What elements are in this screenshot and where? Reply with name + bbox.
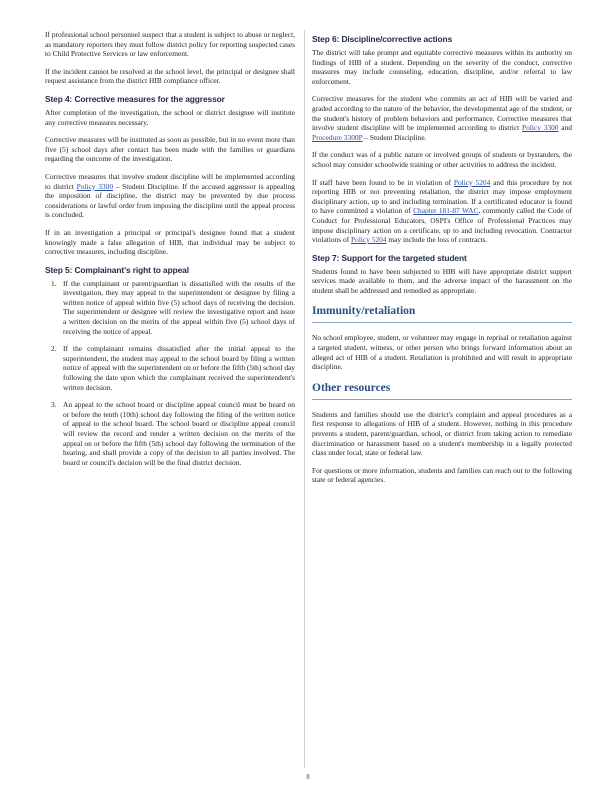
appeal-step-item bbox=[45, 279, 295, 337]
appeal-step-item bbox=[45, 344, 295, 392]
policy-3300-link[interactable]: Policy 3300 bbox=[76, 181, 114, 191]
step6-p2-text-b: – Student Discipline. bbox=[362, 132, 427, 142]
step6-p4-text-d: may include the loss of contracts. bbox=[386, 235, 488, 245]
step4-p3-text-b: – Student Discipline. If the accused aggressor is appealing the imposition of discipline, the district may be prevented by due process considerations or lawful order from imposing the discipline until the appeal process is concluded. bbox=[45, 181, 295, 220]
mandatory-reporter-paragraph: If professional school personnel suspect that a student is subject to abuse or neglect, as mandatory reporters they must follow district policy for reporting suspected cases to Child Protective Services or law enforcement. bbox=[45, 30, 295, 59]
column-divider bbox=[304, 30, 305, 768]
immunity-heading-rule bbox=[312, 322, 572, 323]
step6-paragraph-4 bbox=[312, 178, 572, 245]
step4-paragraph-1: After completion of the investigation, the school or district designee will institute any corrective measures necessary. bbox=[45, 107, 295, 127]
appeal-step-text: An appeal to the school board or discipline appeal council must be heard on or before the tenth (10th) school day following the filing of the written notice of appeal to the school board. The school board or discipline appeal council will review the record and render a written decision on the merits of the appeal on or before the fifth (5th) school day following the termination of the hearing, and shall provide a copy of the decision to all parties involved. The board or council's decision will be the final district decision. bbox=[63, 400, 295, 467]
step6-paragraph-3: If the conduct was of a public nature or involved groups of students or bystanders, the school may consider schoolwide training or other activities to address the incident. bbox=[312, 150, 572, 169]
immunity-retaliation-heading: Immunity/retaliation bbox=[312, 305, 416, 318]
step4-p3-text-a: Corrective measures that involve student discipline will be implemented according to district bbox=[45, 171, 295, 191]
step6-heading: Step 6: Discipline/corrective actions bbox=[312, 34, 453, 44]
policy-5204-link[interactable]: Policy 5204 bbox=[453, 177, 491, 187]
appeal-step-number: 3. bbox=[51, 400, 57, 410]
compliance-officer-paragraph: If the incident cannot be resolved at the school level, the principal or designee shall request assistance from the district HIB compliance officer. bbox=[45, 66, 295, 86]
step4-paragraph-3 bbox=[45, 172, 295, 220]
immunity-paragraph: No school employee, student, or volunteer may engage in reprisal or retaliation against a targeted student, witness, or other person who brings forward information about an alleged act of HIB of a student. Retaliation is prohibited and will result in appropriate discipline. bbox=[312, 333, 572, 372]
other-resources-paragraph-2: For questions or more information, students and families can reach out to the following state or federal agencies. bbox=[312, 465, 572, 485]
right-column bbox=[312, 30, 572, 493]
other-resources-paragraph-1: Students and families should use the district's complaint and appeal procedures as a first response to allegations of HIB of a student. However, nothing in this procedure prevents a student, parent/guardian, school, or district from taking action to remediate discrimination or harassment based on a student's membership in a legally protected class under local, state or federal law. bbox=[312, 409, 572, 458]
appeal-step-text: If the complainant remains dissatisfied after the initial appeal to the superintendent, the student may appeal to the school board by filing a written notice of appeal with the superintendent on or before the fifth (5th) school day following the date upon which the complainant received the superintendent's written decision. bbox=[63, 344, 295, 392]
procedure-3300p-link[interactable]: Procedure 3300P bbox=[312, 132, 363, 142]
page-number: 8 bbox=[306, 773, 310, 781]
step6-p4-text-a: If staff have been found to be in violation of bbox=[312, 177, 454, 187]
step4-paragraph-4: If in an investigation a principal or principal's designee found that a student knowingly made a false allegation of HIB, that individual may be subject to corrective measures, including discipline. bbox=[45, 227, 295, 257]
step6-p4-text-b: and this procedure by not reporting HIB or not preventing retaliation, the district may impose employment disciplinary action, up to and including termination. If a certificated educator is found to have committed a violation of bbox=[312, 177, 572, 216]
chapter-181-87-wac-link[interactable]: Chapter 181-87 WAC bbox=[413, 206, 479, 216]
step6-p4-text-c: , commonly called the Code of Conduct for Professional Educators, OSPI's Office of Professional Practices may impose disciplinary action on a certificate, up to and including revocation. Contractor violations of bbox=[312, 206, 572, 245]
appeal-step-text: If the complainant or parent/guardian is dissatisfied with the results of the investigation, they may appeal to the superintendent or designee by filing a written notice of appeal within five (5) school days of receiving the decision. The superintendent or designee will review the investigative report and issue a written decision on the merits of the appeal within five (5) school days of receiving the notice of appeal. bbox=[63, 278, 295, 336]
policy-5204-link-2[interactable]: Policy 5204 bbox=[351, 235, 387, 245]
step4-heading: Step 4: Corrective measures for the aggressor bbox=[45, 93, 225, 104]
appeal-step-number: 2. bbox=[51, 344, 57, 354]
other-resources-heading: Other resources bbox=[312, 381, 391, 394]
step4-paragraph-2: Corrective measures will be instituted as soon as possible, but in no event more than five (5) school days after contact has been made with the families or guardians regarding the outcome of the investigation. bbox=[45, 135, 295, 164]
step7-heading: Step 7: Support for the targeted student bbox=[312, 252, 467, 263]
policy-3300-link[interactable]: Policy 3300 bbox=[522, 123, 559, 133]
step6-p2-and: and bbox=[558, 123, 572, 133]
other-resources-heading-rule bbox=[312, 399, 572, 400]
step7-paragraph: Students found to have been subjected to HIB will have appropriate district support services made available to them, and the adverse impact of the harassment on the student shall be addressed and remedied as appropriate. bbox=[312, 266, 572, 295]
appeal-step-item bbox=[45, 400, 295, 467]
step5-heading: Step 5: Complainant's right to appeal bbox=[45, 264, 189, 275]
left-column bbox=[45, 30, 295, 475]
step6-paragraph-2 bbox=[312, 94, 572, 142]
step6-p2-text-a: Corrective measures for the student who commits an act of HIB will be varied and graded according to the nature of the behavior, the developmental age of the student, or the student's history of problem behaviors and performance. Corrective measures that involve student discipline will be implemented according to district bbox=[312, 94, 572, 133]
appeal-steps-list bbox=[45, 279, 295, 468]
appeal-step-number: 1. bbox=[51, 278, 57, 288]
step6-paragraph-1: The district will take prompt and equitable corrective measures within its authority on findings of HIB of a student. Depending on the severity of the conduct, corrective measures may include counseling, education, discipline, and/or referral to law enforcement. bbox=[312, 48, 572, 86]
